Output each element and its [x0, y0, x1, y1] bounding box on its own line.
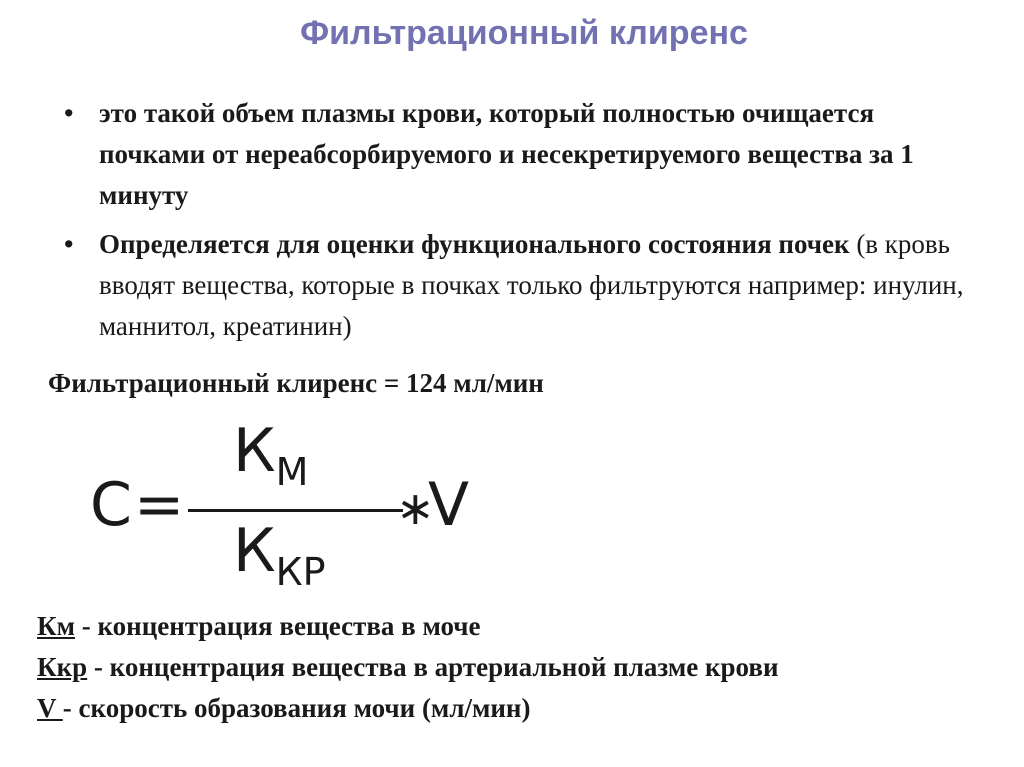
- bullet-marker: •: [64, 98, 74, 128]
- formula-multiply: ∗: [396, 481, 435, 535]
- formula-rate: V: [428, 470, 470, 540]
- formula-legend: [37, 606, 779, 729]
- bullet-marker: •: [64, 229, 74, 259]
- clearance-formula: [90, 418, 490, 608]
- legend-term: V: [37, 693, 63, 723]
- numerator-base: К: [233, 416, 276, 486]
- denominator-sub: КР: [275, 550, 326, 594]
- numerator-sub: М: [275, 450, 309, 494]
- denominator-base: К: [233, 516, 276, 586]
- bullet-purpose-text: [99, 224, 979, 347]
- bullet-purpose-note: (в кровь вводят вещества, которые в почках только фильтруются например: инулин, маннитол, креатинин): [99, 229, 964, 341]
- formula-denominator: [233, 516, 326, 593]
- legend-desc: - скорость образования мочи (мл/мин): [62, 693, 531, 723]
- formula-numerator: [233, 416, 308, 493]
- slide-title: Фильтрационный клиренс: [300, 14, 748, 52]
- clearance-value: Фильтрационный клиренс = 124 мл/мин: [48, 368, 544, 398]
- legend-term: Ккр: [37, 652, 88, 682]
- legend-item-km: [37, 606, 779, 647]
- legend-desc: - концентрация вещества в артериальной плазме крови: [87, 652, 779, 682]
- formula-equals: =: [134, 470, 185, 540]
- legend-item-kkr: [37, 647, 779, 688]
- legend-desc: - концентрация вещества в моче: [74, 611, 481, 641]
- fraction-bar: [188, 509, 403, 512]
- formula-lhs: C: [90, 470, 132, 540]
- legend-item-v: [37, 688, 779, 729]
- bullet-purpose-bold: Определяется для оценки функционального состояния почек: [99, 229, 850, 259]
- legend-term: Км: [37, 611, 75, 641]
- bullet-definition-text: это такой объем плазмы крови, который полностью очищается почками от нереабсорбируемого и несекретируемого вещества за 1 минуту: [99, 98, 914, 210]
